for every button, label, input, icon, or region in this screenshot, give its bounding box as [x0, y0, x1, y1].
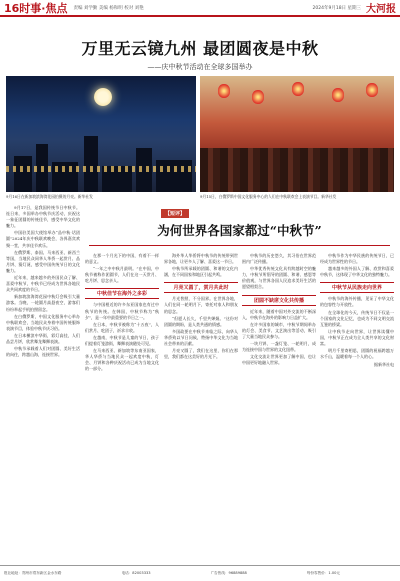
article-body [6, 205, 394, 561]
paragraph: 明月千里寄相思，团圆的祝福跨越万水千山，温暖着每一个人的心。 [320, 348, 394, 360]
staff-credits: 责编 刘学勤 美编 杨和明 校对 刘艳 [73, 5, 144, 11]
paragraph: 近年来，随着中国对外交流的不断深入，中秋节在海外的影响力日益扩大。 [242, 308, 316, 320]
paragraph: 多国政要在中秋节来临之际，向华人华侨致以节日问候，赞扬中华文化为当地社会带来的贡献。 [164, 328, 238, 347]
paragraph: 新加坡滨海湾花园中秋灯会吸引大量游客。当晚，一轮圆月高悬夜空，游客们纷纷举起手机拍照留念。 [6, 294, 80, 312]
paragraph: 9月17日，是我国传统节日中秋节。连日来，多国举办中秋节庆活动，庆祝这一象征团圆的传统佳节，感受中华文化的魅力。 [6, 205, 80, 229]
paragraph: 越来越多的外国人了解、欣赏和喜爱中秋节，这体现了中华文化的独特魅力。 [320, 266, 394, 278]
paragraph: 月光普照，不分国界。在世界各地，人们在同一轮明月下，寄托对家人和朋友的思念。 [164, 296, 238, 314]
moon-icon [94, 88, 112, 106]
page-headline: 万里无云镜九州 最团圆夜是中秋 [81, 39, 319, 58]
page-footer [0, 565, 400, 581]
article-column-4 [242, 205, 316, 561]
article-signature: 据新华社电 [374, 362, 394, 368]
footer-price: 每份零售价：1.00元 [306, 571, 341, 575]
paragraph: 中华优秀传统文化具有跨越时空的魅力，中秋节所倡导的团圆、和谐、感恩等价值观，与世界各国人民追求美好生活的愿望相契合。 [242, 266, 316, 290]
paragraph: 在日本，中秋节被称为“十五夜”，人们赏月、吃团子，祈求丰收。 [85, 321, 159, 333]
subsection-heading: 月亮又圆了，赏月共此时 [164, 282, 238, 293]
paragraph: 让中秋节走向世界，让世界读懂中国，中秋节正在成为全人类共享的文化财富。 [320, 328, 394, 347]
building-shape [84, 136, 98, 192]
masthead [0, 0, 400, 17]
paragraph: 一块月饼、一盏灯笼、一轮明月，成为连接中国与世界的文化纽带。 [242, 341, 316, 353]
section-title: 16时事·焦点 [4, 1, 68, 15]
lantern-icon [366, 83, 378, 97]
paragraph: 月亮又圆了，我们在这里，你们在那里，我们都在这美好的月光下。 [164, 348, 238, 360]
photo-lantern-crowd [200, 76, 394, 192]
paragraph: 与中国相近的许多东亚国家也有过中秋节的传统。在韩国，中秋节称为“秋夕”，是一年中最重要的节日之一。 [85, 302, 159, 320]
subsection-heading: 中秋节从民族走向世界 [320, 282, 394, 293]
footer-phone: 电话：82003333 [121, 571, 151, 575]
city-lights [6, 166, 196, 172]
photo-moon-city [6, 76, 196, 192]
paragraph: 在全球化的今天，传统节日不仅是一个国家的文化记忆，也成为不同文明交流互鉴的桥梁。 [320, 309, 394, 327]
paragraph: 近年来，越来越多的外国民众了解、喜爱中秋节，中秋节已经成为世界各地民众共同欢度的节日。 [6, 275, 80, 293]
commentary-tag: 【短评】 [161, 209, 189, 218]
paragraph: 在越南，中秋节是儿童的节日，孩子们提着灯笼游街，舞狮表演随处可见。 [85, 334, 159, 347]
paragraph: 中秋节承载着人们对团圆、美好生活的向往，跨越山海，连接世界。 [6, 346, 80, 358]
paragraph: 中秋节的历史悠久，其习俗在世界范围内广泛传播。 [242, 253, 316, 265]
article-column-3 [164, 205, 238, 561]
performers-crowd [200, 148, 394, 192]
building-shape [14, 156, 32, 192]
paragraph: 在许多国家的城市，中秋节期间举办的灯会、美食节、文艺演出等活动，吸引了大量当地民众参与。 [242, 321, 316, 339]
photo-caption-left: 9月16日在新加坡滨海湾花园拍摄的月亮。新华社发 [6, 194, 93, 199]
paragraph: 文化交流让世界更加了解中国，也让中国更好地融入世界。 [242, 354, 316, 366]
paragraph: 海外华人华侨将中秋节的传统带到世界各地，让更多人了解、喜爱这一节日。 [164, 253, 238, 265]
page-subheadline: ——庆中秋节活动在全球多国举办 [147, 63, 253, 71]
footer-address: 报社地址：郑州市郑东新区金水东路 [4, 571, 62, 575]
footer-ad: 广告热线：96889888 [210, 571, 247, 575]
lantern-icon [292, 82, 304, 96]
paragraph: 中秋节作为中华民族的传统节日，已经成为世界性的节日。 [320, 253, 394, 265]
lantern-icon [252, 90, 264, 104]
paragraph: 在日本横滨中华街，彩灯高挂，人们品尝月饼，欣赏舞龙舞狮表演。 [6, 332, 80, 344]
subsection-heading: 中秋佳节在海外之多彩 [85, 288, 159, 299]
paragraph: “一年之中中秋月最明。”在中国，中秋节被称作团圆节，人们在这一天赏月、吃月饼、思念亲人。 [85, 266, 159, 284]
paper-logo: 大河报 [366, 4, 396, 15]
building-shape [156, 160, 192, 192]
lantern-icon [332, 88, 344, 102]
paragraph: 在马来西亚、新加坡等东南亚国家，华人华侨与当地民众一起欢度中秋，灯会、月饼和各种庆祝活动已成为当地文化的一部分。 [85, 348, 159, 372]
paragraph: 在俄罗斯、泰国、马来西亚、新西兰等国，当地民众同华人华侨一起赏月、品月饼、猜灯谜，感受中国传统节日的文化魅力。 [6, 249, 80, 273]
paragraph: 中国驻美国大使馆举办“品中秋·话团圆”2024年庆中秋联欢晚会，各界嘉宾欢聚一堂，共享佳节欢乐。 [6, 230, 80, 248]
photo-caption-right: 9月15日，白俄罗斯中国文化服务中心的人们在中秋联欢会上表演节目。新华社发 [200, 194, 337, 199]
paragraph: 中秋节的海外传播，见证了中华文化的包容性与开放性。 [320, 296, 394, 308]
paragraph: 在白俄罗斯，中国文化服务中心举办中秋联欢会，当地民众身着中国传统服饰表演节目，体验中秋节庆习俗。 [6, 313, 80, 331]
paragraph: 中秋节所承载的团圆、和谐的文化内涵，在不同国家和地区引起共鸣。 [164, 266, 238, 278]
commentary-title: 为何世界各国家都过“中秋节” [157, 223, 322, 238]
article-column-1 [6, 205, 80, 561]
subsection-heading: 团圆不缺席文化共传播 [242, 295, 316, 306]
paragraph: “但愿人长久，千里共婵娟。”这份对团圆的期盼，是人类共通的情感。 [164, 315, 238, 327]
issue-date: 2024年9月18日 星期三 [312, 5, 361, 11]
lantern-icon [218, 84, 230, 98]
article-column-2 [85, 205, 159, 561]
paragraph: 在那一个月光下的中国，有着不一样的意义。 [85, 253, 159, 265]
article-column-5 [320, 205, 394, 561]
